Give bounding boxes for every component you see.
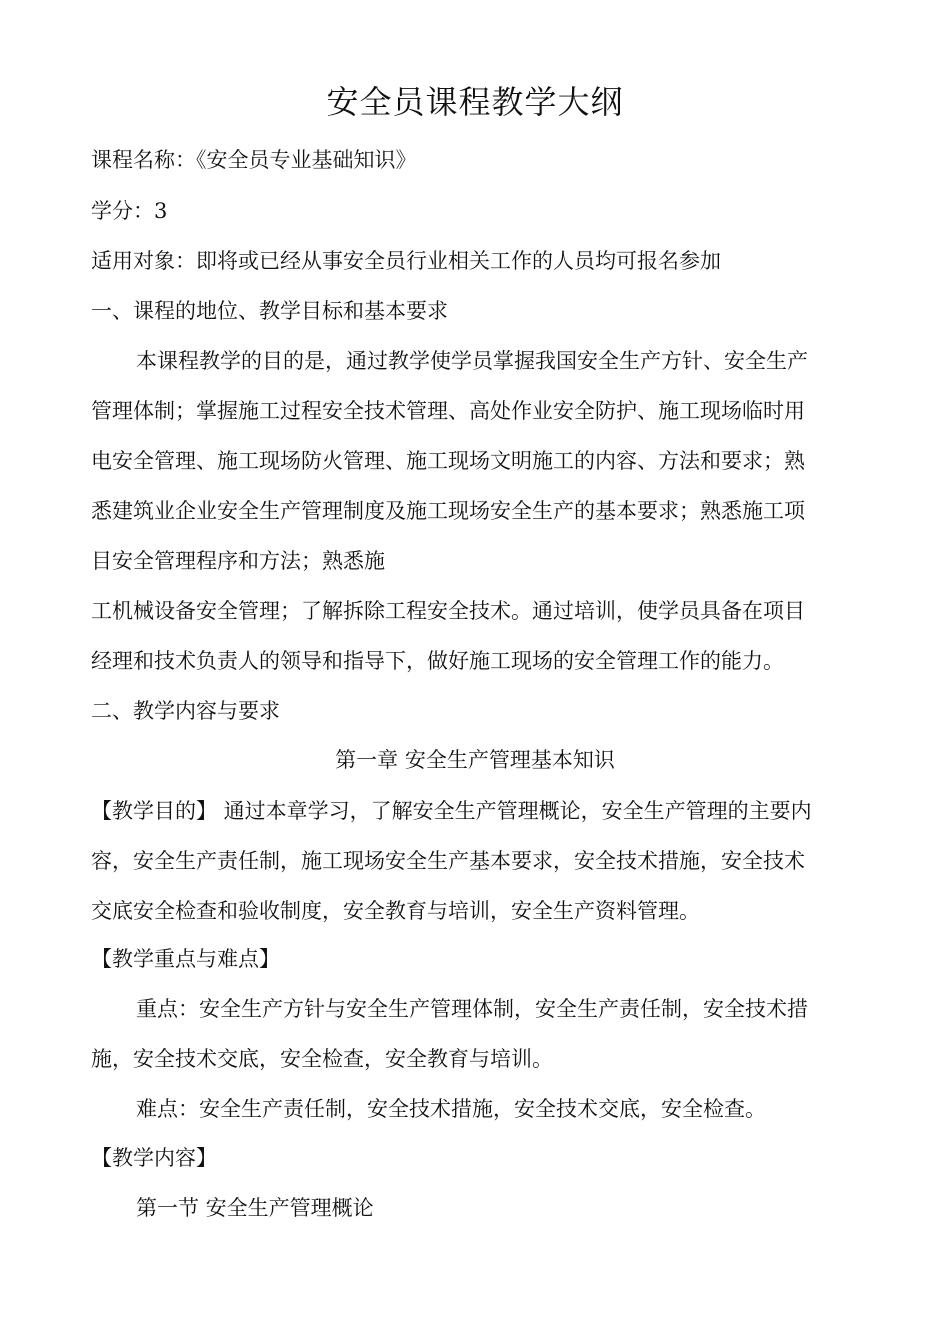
difficulties-line: 难点：安全生产责任制，安全技术措施，安全技术交底，安全检查。: [136, 1097, 766, 1121]
paragraph-line: 本课程教学的目的是，通过教学使学员掌握我国安全生产方针、安全生产: [136, 349, 808, 373]
paragraph-line: 工机械设备安全管理；了解拆除工程安全技术。通过培训，使学员具备在项目: [91, 599, 805, 623]
course-audience: 适用对象：即将或已经从事安全员行业相关工作的人员均可报名参加: [91, 249, 721, 273]
course-credits: 学分：3: [91, 199, 168, 223]
section-title: 第一节 安全生产管理概论: [136, 1196, 374, 1220]
objective-line: 容，安全生产责任制，施工现场安全生产基本要求，安全技术措施，安全技术: [91, 849, 805, 873]
paragraph-line: 目安全管理程序和方法；熟悉施: [91, 549, 385, 573]
section1-heading: 一、课程的地位、教学目标和基本要求: [91, 299, 448, 323]
objective-line: 【教学目的】 通过本章学习，了解安全生产管理概论，安全生产管理的主要内: [91, 799, 812, 823]
objective-line: 交底安全检查和验收制度，安全教育与培训，安全生产资料管理。: [91, 899, 700, 923]
paragraph-line: 悉建筑业企业安全生产管理制度及施工现场安全生产的基本要求；熟悉施工项: [91, 499, 805, 523]
paragraph-line: 经理和技术负责人的领导和指导下，做好施工现场的安全管理工作的能力。: [91, 649, 784, 673]
paragraph-line: 管理体制；掌握施工过程安全技术管理、高处作业安全防护、施工现场临时用: [91, 399, 805, 423]
chapter-title: 第一章 安全生产管理基本知识: [335, 748, 615, 772]
course-name: 课程名称：《安全员专业基础知识》: [91, 148, 417, 172]
document-title: 安全员课程教学大纲: [326, 83, 624, 121]
paragraph-line: 电安全管理、施工现场防火管理、施工现场文明施工的内容、方法和要求；熟: [91, 449, 805, 473]
key-points-line: 施，安全技术交底，安全检查，安全教育与培训。: [91, 1047, 553, 1071]
key-points-heading: 【教学重点与难点】: [91, 947, 280, 971]
key-points-line: 重点：安全生产方针与安全生产管理体制，安全生产责任制，安全技术措: [136, 997, 808, 1021]
content-heading: 【教学内容】: [91, 1146, 217, 1170]
section2-heading: 二、教学内容与要求: [91, 699, 280, 723]
